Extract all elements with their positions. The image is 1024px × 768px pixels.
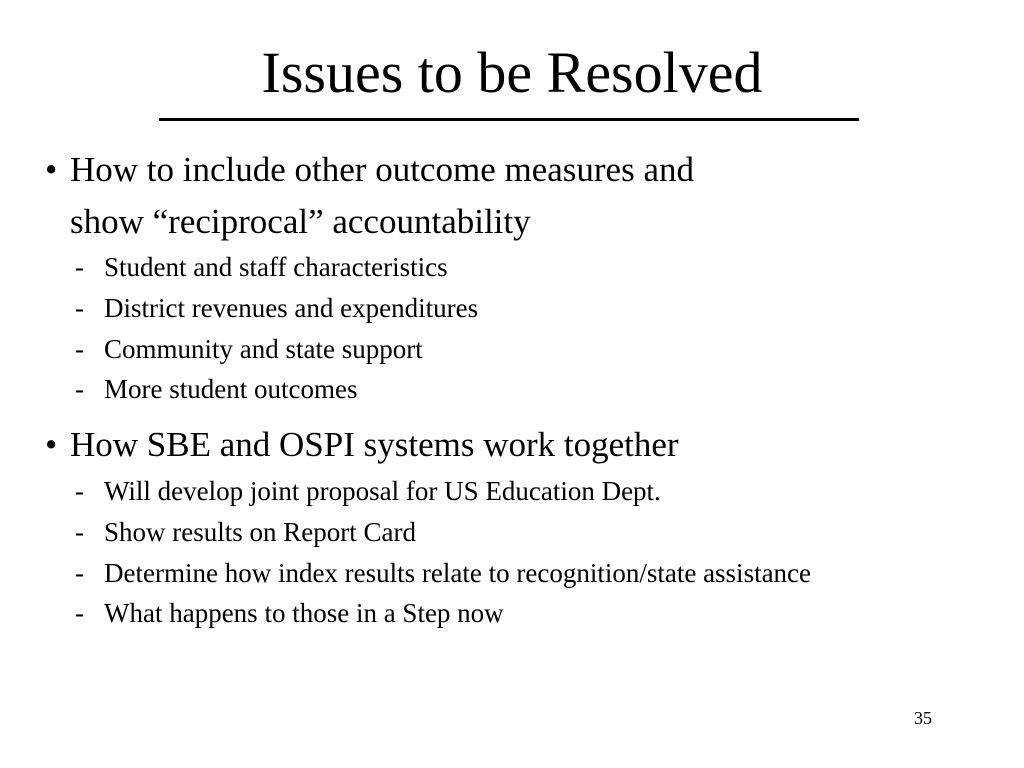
sub-bullet-marker: - xyxy=(75,334,84,364)
sub-bullet-item xyxy=(75,473,661,509)
sub-bullet-text: Community and state support xyxy=(104,334,423,364)
sub-bullet-marker: - xyxy=(75,558,84,588)
bullet-text: How SBE and OSPI systems work together xyxy=(70,425,679,464)
bullet-item xyxy=(45,421,679,469)
sub-bullet-text: Determine how index results relate to recognition/state assistance xyxy=(104,558,812,588)
sub-bullet-marker: - xyxy=(75,374,84,404)
sub-bullet-item xyxy=(75,331,423,367)
sub-bullet-marker: - xyxy=(75,598,84,628)
sub-bullet-item xyxy=(75,371,357,407)
sub-bullet-item xyxy=(75,555,811,591)
sub-bullet-item xyxy=(75,249,448,285)
sub-bullet-item xyxy=(75,514,416,550)
page-number: 35 xyxy=(914,708,932,728)
sub-bullet-marker: - xyxy=(75,293,84,323)
bullet-item xyxy=(45,146,694,194)
slide-title: Issues to be Resolved xyxy=(261,40,763,105)
bullet-text-continuation: show “reciprocal” accountability xyxy=(70,202,531,241)
sub-bullet-marker: - xyxy=(75,252,84,282)
sub-bullet-marker: - xyxy=(75,476,84,506)
bullet-text: How to include other outcome measures and xyxy=(70,150,694,189)
bullet-marker: • xyxy=(45,425,58,464)
sub-bullet-text: Will develop joint proposal for US Education Dept. xyxy=(104,476,661,506)
sub-bullet-text: Student and staff characteristics xyxy=(104,252,448,282)
sub-bullet-text: Show results on Report Card xyxy=(104,517,416,547)
bullet-marker: • xyxy=(45,150,58,189)
sub-bullet-item xyxy=(75,290,478,326)
sub-bullet-text: District revenues and expenditures xyxy=(104,293,479,323)
sub-bullet-marker: - xyxy=(75,517,84,547)
sub-bullet-text: What happens to those in a Step now xyxy=(104,598,504,628)
sub-bullet-item xyxy=(75,595,504,631)
sub-bullet-text: More student outcomes xyxy=(104,374,358,404)
